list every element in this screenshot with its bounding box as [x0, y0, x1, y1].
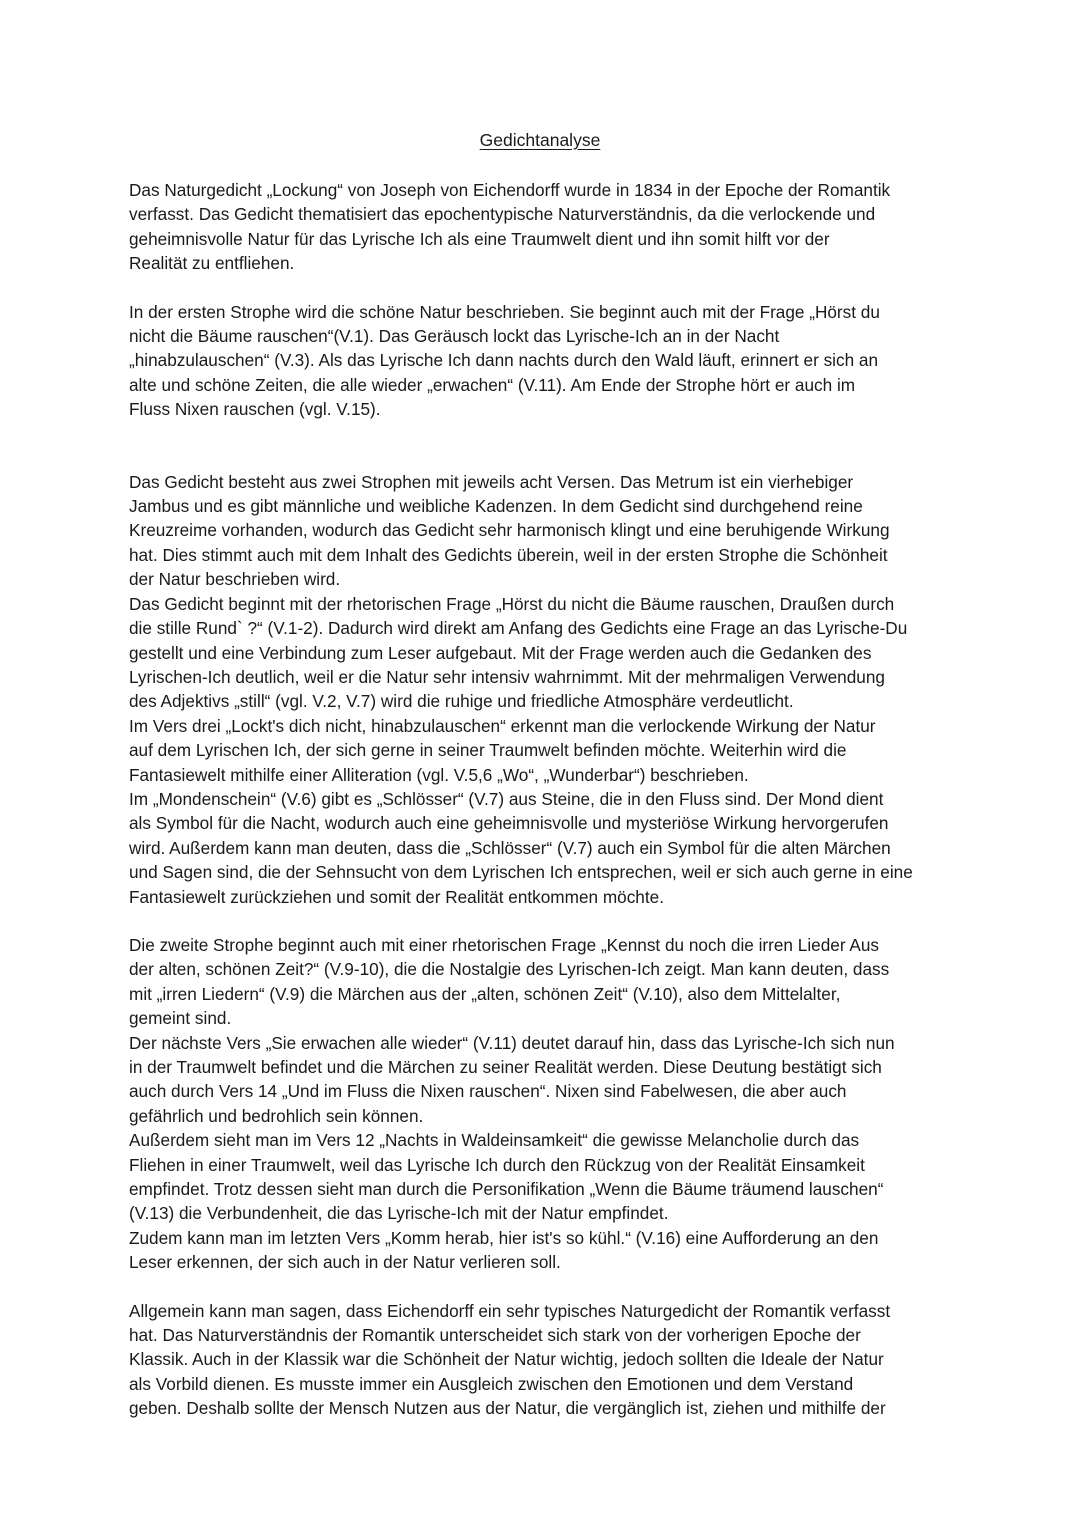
paragraph-last-verse: Zudem kann man im letzten Vers „Komm herab, hier ist's so kühl.“ (V.16) eine Aufforderung an den Leser erkennen, der sich auch in der Natur verlieren soll. — [129, 1227, 879, 1273]
paragraph-form-analysis: Das Gedicht besteht aus zwei Strophen mit jeweils acht Versen. Das Metrum ist ein vierhebiger Jambus und es gibt männliche und weibliche Kadenzen. In dem Gedicht sind durchgehend reine Kreuzreime vorhanden, wodurch das Gedicht sehr harmonisch klingt und eine beruhigende Wirkung hat. Dies stimmt auch mit dem Inhalt des Gedichts überein, weil in der ersten Strophe die Schönheit der Natur beschrieben wird. — [129, 471, 890, 590]
paragraph-introduction: Das Naturgedicht „Lockung“ von Joseph von Eichendorff wurde in 1834 in der Epoche der Romantik verfasst. Das Gedicht thematisiert das epochentypische Naturverständnis, da die verlockende und geheimnisvolle Natur für das Lyrische Ich als eine Traumwelt dient und ihn somit hilft vor der Realität zu entfliehen. — [129, 180, 891, 274]
paragraph-conclusion: Allgemein kann man sagen, dass Eichendorff ein sehr typisches Naturgedicht der Romantik verfasst hat. Das Naturverständnis der Romantik unterscheidet sich stark von der vorherigen Epoche der Klassik. Auch in der Klassik war die Schönheit der Natur wichtig, jedoch sollten die Ideale der Natur als Vorbild dienen. Es musste immer ein Ausgleich zwischen den Emotionen und dem Verstand geben. Deshalb sollte der Mensch Nutzen aus der Natur, die vergänglich ist, ziehen und mithilfe der — [129, 1300, 891, 1419]
paragraph-moonlight: Im „Mondenschein“ (V.6) gibt es „Schlösser“ (V.7) aus Steine, die in den Fluss sind. Der Mond dient als Symbol für die Nacht, wodurch auch eine geheimnisvolle und mysteriöse Wirkung hervorgerufen wird. Außerdem kann man deuten, dass die „Schlösser“ (V.7) auch ein Symbol für die alten Märchen und Sagen sind, die der Sehnsucht von dem Lyrischen Ich entsprechen, weil er sich auch gerne in eine Fantasiewelt zurückziehen und somit der Realität entkommen möchte. — [129, 788, 913, 907]
page-title: Gedichtanalyse — [479, 130, 601, 150]
paragraph-second-stanza: Die zweite Strophe beginnt auch mit einer rhetorischen Frage „Kennst du noch die irren Lieder Aus der alten, schönen Zeit?“ (V.9-10), die die Nostalgie des Lyrischen-Ich zeigt. Man kann deuten, dass mit „irren Liedern“ (V.9) die Märchen aus der „alten, schönen Zeit“ (V.10), also dem Mittelalter, gemeint sind. — [129, 934, 890, 1029]
document-body — [129, 178, 955, 1421]
paragraph-summary-first-stanza: In der ersten Strophe wird die schöne Natur beschrieben. Sie beginnt auch mit der Frage „Hörst du nicht die Bäume rauschen“(V.1). Das Geräusch lockt das Lyrische-Ich an in der Nacht „hinabzulauschen“ (V.3). Als das Lyrische Ich dann nachts durch den Wald läuft, erinnert er sich an alte und schöne Zeiten, die alle wieder „erwachen“ (V.11). Am Ende der Strophe hört er auch im Fluss Nixen rauschen (vgl. V.15). — [129, 301, 880, 420]
paragraph-rhetorical-question: Das Gedicht beginnt mit der rhetorischen Frage „Hörst du nicht die Bäume rauschen, Draußen durch die stille Rund` ?“ (V.1-2). Dadurch wird direkt am Anfang des Gedichts eine Frage an das Lyrische-Du gestellt und eine Verbindung zum Leser aufgebaut. Mit der Frage werden auch die Gedanken des Lyrischen-Ich deutlich, weil er die Natur sehr intensiv wahrnimmt. Mit der mehrmaligen Verwendung des Adjektivs „still“ (vgl. V.2, V.7) wird die ruhige und friedliche Atmosphäre verdeutlicht. — [129, 593, 908, 712]
paragraph-verse-three: Im Vers drei „Lockt's dich nicht, hinabzulauschen“ erkennt man die verlockende Wirkung der Natur auf dem Lyrischen Ich, der sich gerne in seiner Traumwelt befinden möchte. Weiterhin wird die Fantasiewelt mithilfe einer Alliteration (vgl. V.5,6 „Wo“, „Wunderbar“) beschrieben. — [129, 715, 876, 785]
paragraph-melancholy: Außerdem sieht man im Vers 12 „Nachts in Waldeinsamkeit“ die gewisse Melancholie durch das Fliehen in einer Traumwelt, weil das Lyrische Ich durch den Rückzug von der Realität Einsamkeit empfindet. Trotz dessen sieht man durch die Personifikation „Wenn die Bäume träumend lauschen“ (V.13) die Verbundenheit, die das Lyrische-Ich mit der Natur empfindet. — [129, 1130, 884, 1224]
paragraph-next-verse: Der nächste Vers „Sie erwachen alle wieder“ (V.11) deutet darauf hin, dass das Lyrische-Ich sich nun in der Traumwelt befindet und die Märchen zu seiner Realität werden. Diese Deutung bestätigt sich auch durch Vers 14 „Und im Fluss die Nixen rauschen“. Nixen sind Fabelwesen, die aber auch gefährlich und bedrohlich sein können. — [129, 1032, 895, 1126]
